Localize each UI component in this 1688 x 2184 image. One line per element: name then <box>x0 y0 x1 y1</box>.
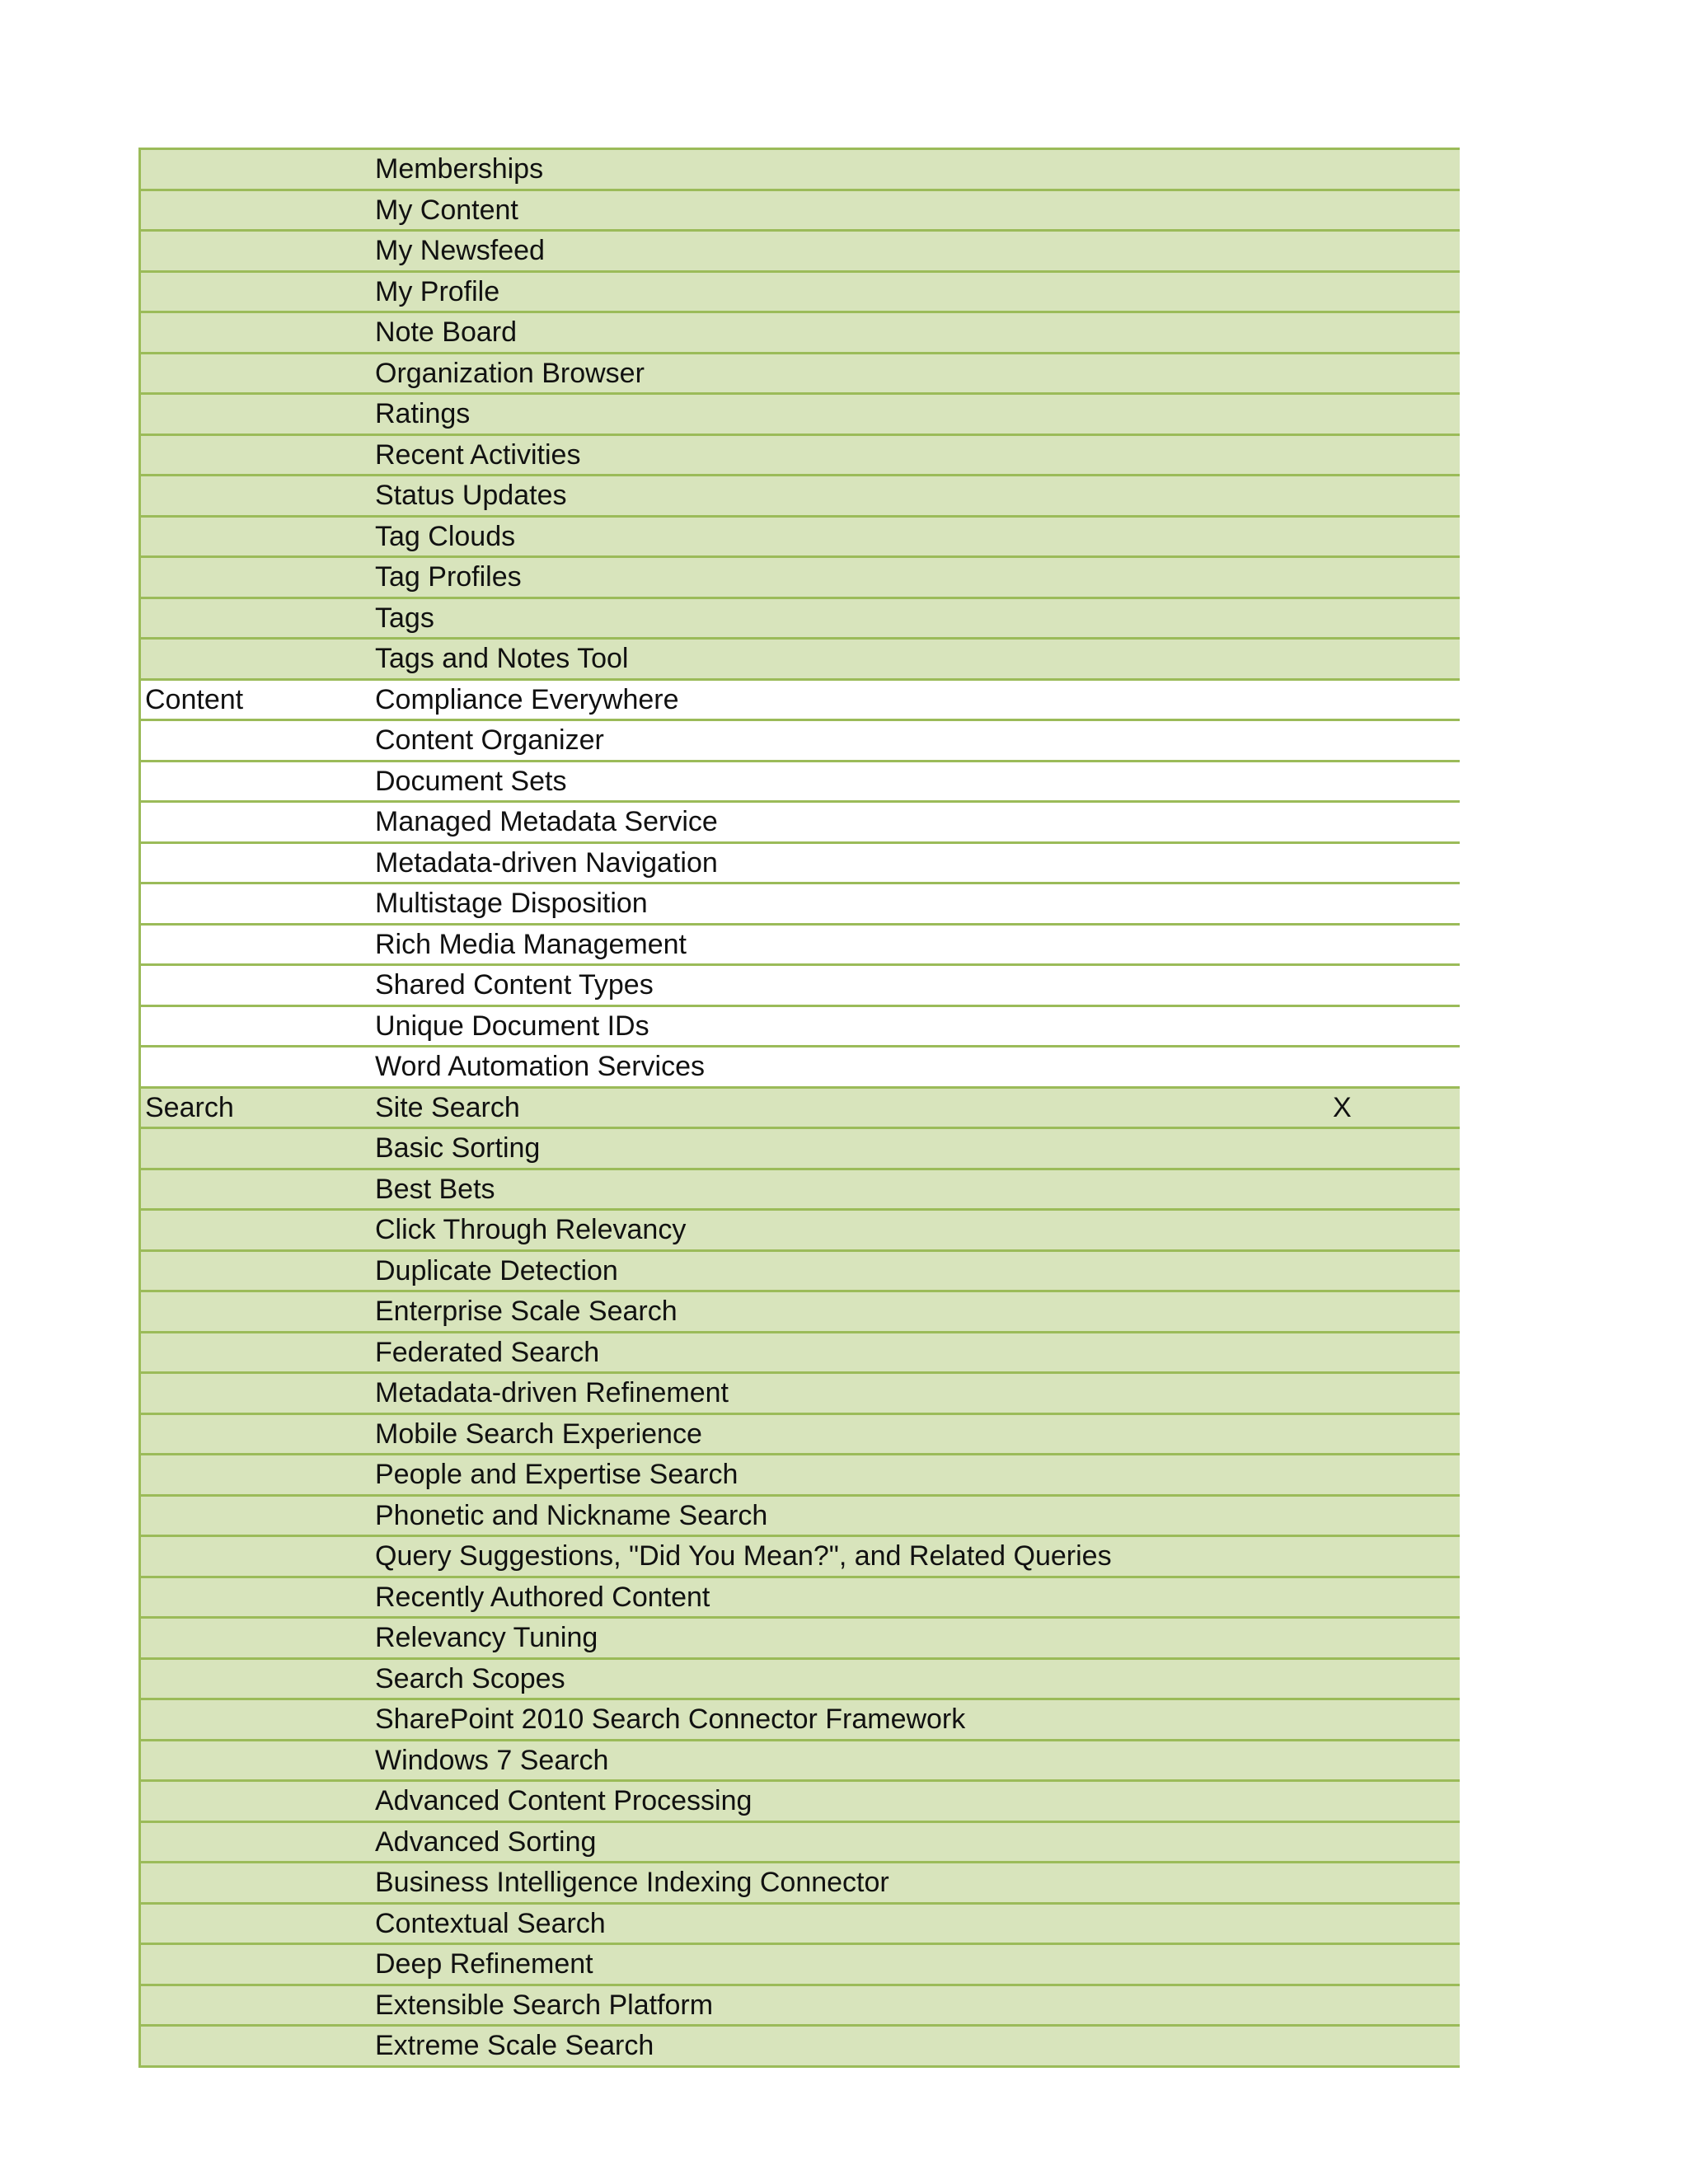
table-row <box>141 1700 1460 1741</box>
table-row <box>141 1047 1460 1089</box>
feature-cell: Phonetic and Nickname Search <box>375 1499 768 1531</box>
feature-cell: Duplicate Detection <box>375 1254 618 1286</box>
feature-cell: Click Through Relevancy <box>375 1214 687 1245</box>
table-row <box>141 558 1460 599</box>
feature-cell: Federated Search <box>375 1336 600 1368</box>
feature-cell: Business Intelligence Indexing Connector <box>375 1867 889 1898</box>
table-row <box>141 1497 1460 1538</box>
table-row <box>141 232 1460 273</box>
table-row <box>141 1089 1460 1130</box>
feature-cell: Note Board <box>375 316 517 348</box>
table-row <box>141 1823 1460 1864</box>
table-row <box>141 1211 1460 1252</box>
table-row <box>141 1782 1460 1823</box>
table-row <box>141 1945 1460 1986</box>
table-row <box>141 518 1460 559</box>
feature-cell: Basic Sorting <box>375 1132 541 1164</box>
feature-cell: Memberships <box>375 153 544 185</box>
feature-cell: Word Automation Services <box>375 1051 705 1082</box>
feature-cell: Compliance Everywhere <box>375 683 679 715</box>
table-row <box>141 1415 1460 1456</box>
table-row <box>141 395 1460 436</box>
category-cell: Search <box>145 1091 234 1123</box>
table-row <box>141 436 1460 477</box>
table-row <box>141 150 1460 191</box>
table-row <box>141 1986 1460 2027</box>
feature-cell: People and Expertise Search <box>375 1459 738 1490</box>
feature-cell: Deep Refinement <box>375 1948 593 1980</box>
feature-cell: Tags and Notes Tool <box>375 643 629 674</box>
table-row <box>141 1741 1460 1783</box>
table-row <box>141 762 1460 804</box>
table-row <box>141 476 1460 518</box>
table-row <box>141 1170 1460 1212</box>
feature-cell: Query Suggestions, "Did You Mean?", and Related Queries <box>375 1540 1112 1572</box>
table-row <box>141 681 1460 722</box>
table-row <box>141 844 1460 885</box>
table-row <box>141 926 1460 967</box>
table-row <box>141 1578 1460 1619</box>
feature-cell: Tags <box>375 602 434 634</box>
feature-cell: Mobile Search Experience <box>375 1418 702 1450</box>
feature-cell: Advanced Sorting <box>375 1825 597 1858</box>
table-row <box>141 884 1460 926</box>
feature-cell: Best Bets <box>375 1173 495 1205</box>
table-row <box>141 1905 1460 1946</box>
table-row <box>141 1129 1460 1170</box>
table-row <box>141 2027 1460 2068</box>
table-row <box>141 1863 1460 1905</box>
feature-cell: Contextual Search <box>375 1907 606 1939</box>
table-row <box>141 966 1460 1007</box>
feature-cell: Extensible Search Platform <box>375 1989 714 2021</box>
feature-table <box>138 148 1460 2068</box>
table-row <box>141 1619 1460 1660</box>
category-cell: Content <box>145 683 244 715</box>
table-row <box>141 721 1460 762</box>
feature-cell: Tag Clouds <box>375 520 516 552</box>
table-row <box>141 273 1460 314</box>
feature-cell: Document Sets <box>375 765 567 797</box>
feature-cell: Enterprise Scale Search <box>375 1296 678 1327</box>
availability-mark-cell: X <box>1333 1091 1352 1123</box>
feature-cell: Status Updates <box>375 480 567 511</box>
table-row <box>141 599 1460 640</box>
feature-cell: Organization Browser <box>375 357 645 389</box>
feature-cell: Recent Activities <box>375 438 581 471</box>
table-row <box>141 1455 1460 1497</box>
feature-cell: Content Organizer <box>375 724 604 756</box>
feature-cell: Site Search <box>375 1091 520 1123</box>
feature-cell: Ratings <box>375 398 471 429</box>
feature-cell: Relevancy Tuning <box>375 1622 598 1653</box>
feature-cell: My Newsfeed <box>375 235 545 266</box>
feature-cell: Windows 7 Search <box>375 1744 609 1776</box>
feature-cell: Advanced Content Processing <box>375 1785 753 1816</box>
feature-cell: Search Scopes <box>375 1662 565 1694</box>
table-row <box>141 1537 1460 1578</box>
feature-cell: My Content <box>375 194 518 226</box>
feature-cell: Shared Content Types <box>375 969 654 1001</box>
table-row <box>141 1333 1460 1375</box>
table-row <box>141 1660 1460 1701</box>
feature-cell: Unique Document IDs <box>375 1010 649 1042</box>
table-row <box>141 313 1460 354</box>
table-row <box>141 1374 1460 1415</box>
feature-cell: Recently Authored Content <box>375 1581 710 1613</box>
table-row <box>141 1007 1460 1048</box>
feature-cell: Metadata-driven Navigation <box>375 846 718 879</box>
feature-cell: Extreme Scale Search <box>375 2030 654 2061</box>
feature-cell: SharePoint 2010 Search Connector Framework <box>375 1704 966 1735</box>
table-row <box>141 1292 1460 1333</box>
feature-cell: Rich Media Management <box>375 928 687 960</box>
table-row <box>141 354 1460 396</box>
table-row <box>141 1252 1460 1293</box>
feature-cell: Tag Profiles <box>375 561 522 593</box>
feature-cell: Managed Metadata Service <box>375 806 718 837</box>
table-row <box>141 191 1460 232</box>
table-row <box>141 640 1460 681</box>
feature-cell: Metadata-driven Refinement <box>375 1377 729 1408</box>
feature-cell: My Profile <box>375 275 500 307</box>
table-row <box>141 803 1460 844</box>
feature-cell: Multistage Disposition <box>375 888 648 919</box>
